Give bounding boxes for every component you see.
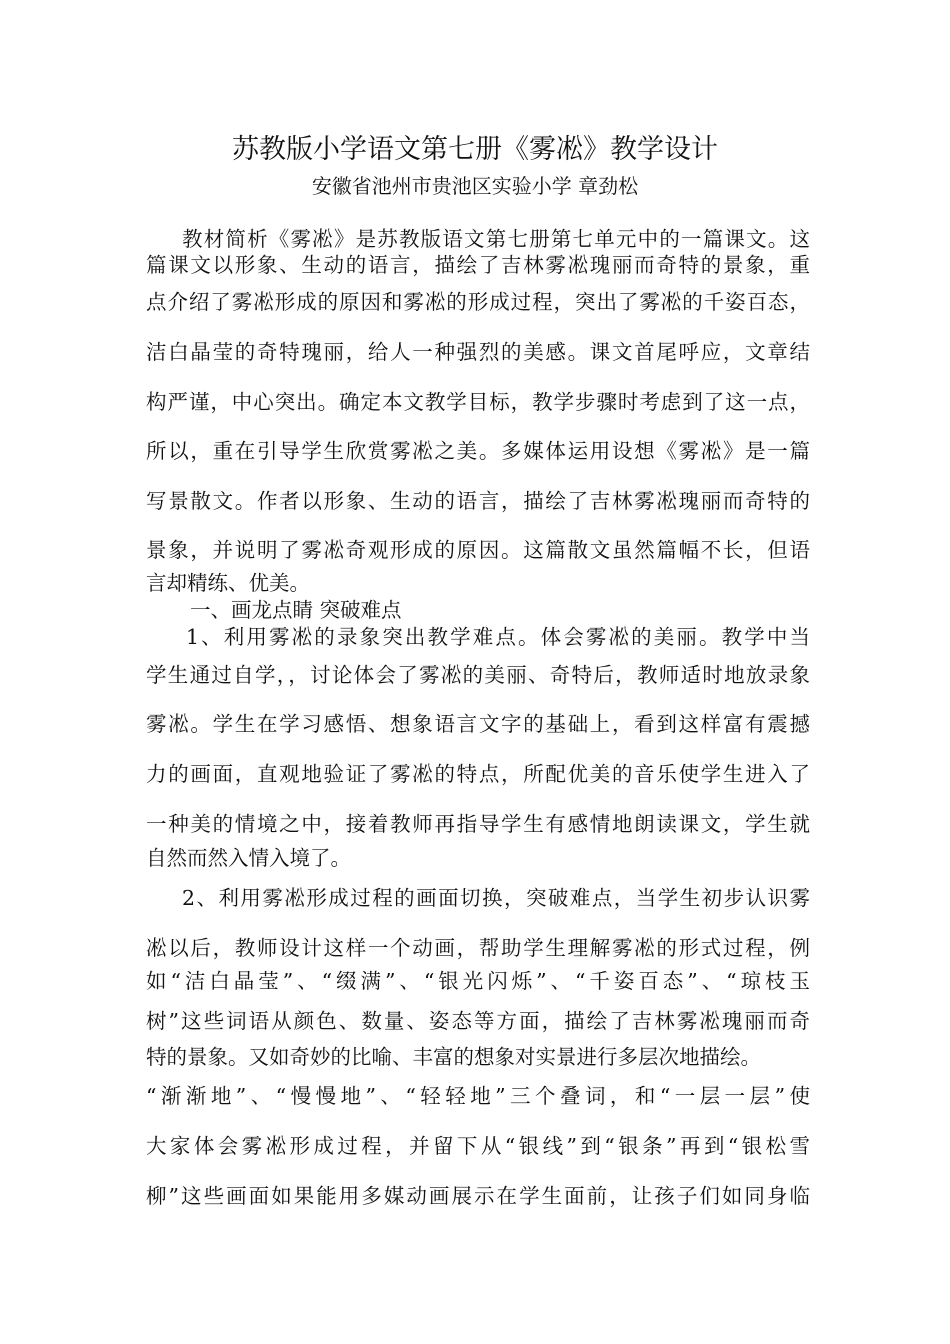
body-line: 1、利用雾凇的录象突出教学难点。体会雾凇的美丽。教学中当 bbox=[186, 625, 810, 649]
body-line: 景象，并说明了雾凇奇观形成的原因。这篇散文虽然篇幅不长，但语 bbox=[146, 538, 810, 562]
body-line: 洁白晶莹的奇特瑰丽，给人一种强烈的美感。课文首尾呼应，文章结 bbox=[146, 340, 810, 364]
document-title: 苏教版小学语文第七册《雾凇》教学设计 bbox=[232, 134, 718, 165]
body-line: 构严谨，中心突出。确定本文教学目标，教学步骤时考虑到了这一点， bbox=[146, 390, 810, 414]
body-line: 言却精练、优美。 bbox=[146, 571, 310, 595]
body-line: 一种美的情境之中，接着教师再指导学生有感情地朗读课文，学生就 bbox=[146, 812, 810, 836]
body-line: 柳”这些画面如果能用多媒动画展示在学生面前，让孩子们如同身临 bbox=[146, 1184, 810, 1208]
body-line: 如“洁白晶莹”、“缀满”、“银光闪烁”、“千姿百态”、“琼枝玉 bbox=[146, 969, 810, 993]
section-heading: 一、画龙点睛 突破难点 bbox=[190, 598, 402, 622]
body-line: 点介绍了雾凇形成的原因和雾凇的形成过程，突出了雾凇的千姿百态， bbox=[146, 290, 810, 314]
body-line: 凇以后，教师设计这样一个动画，帮助学生理解雾凇的形式过程，例 bbox=[146, 936, 810, 960]
body-line: 所以，重在引导学生欣赏雾凇之美。多媒体运用设想《雾凇》是一篇 bbox=[146, 439, 810, 463]
body-line: 特的景象。又如奇妙的比喻、丰富的想象对实景进行多层次地描绘。 bbox=[146, 1045, 761, 1069]
body-line: 篇课文以形象、生动的语言，描绘了吉林雾凇瑰丽而奇特的景象，重 bbox=[146, 253, 810, 277]
body-line: 2、利用雾凇形成过程的画面切换，突破难点，当学生初步认识雾 bbox=[182, 886, 810, 910]
document-author: 安徽省池州市贵池区实验小学 章劲松 bbox=[311, 174, 639, 198]
body-line: 学生通过自学，，讨论体会了雾凇的美丽、奇特后，教师适时地放录象 bbox=[146, 663, 810, 687]
body-line: “渐渐地”、“慢慢地”、“轻轻地”三个叠词，和“一层一层”使 bbox=[146, 1084, 810, 1108]
body-line: 自然而然入情入境了。 bbox=[146, 846, 351, 870]
body-line: 教材简析《雾凇》是苏教版语文第七册第七单元中的一篇课文。这 bbox=[182, 227, 810, 251]
body-line: 写景散文。作者以形象、生动的语言，描绘了吉林雾凇瑰丽而奇特的 bbox=[146, 489, 810, 513]
body-line: 雾凇。学生在学习感悟、想象语言文字的基础上，看到这样富有震撼 bbox=[146, 712, 810, 736]
body-line: 大家体会雾凇形成过程，并留下从“银线”到“银条”再到“银松雪 bbox=[146, 1134, 810, 1158]
body-line: 树”这些词语从颜色、数量、姿态等方面，描绘了吉林雾凇瑰丽而奇 bbox=[146, 1009, 810, 1033]
body-line: 力的画面，直观地验证了雾凇的特点，所配优美的音乐使学生进入了 bbox=[146, 762, 810, 786]
